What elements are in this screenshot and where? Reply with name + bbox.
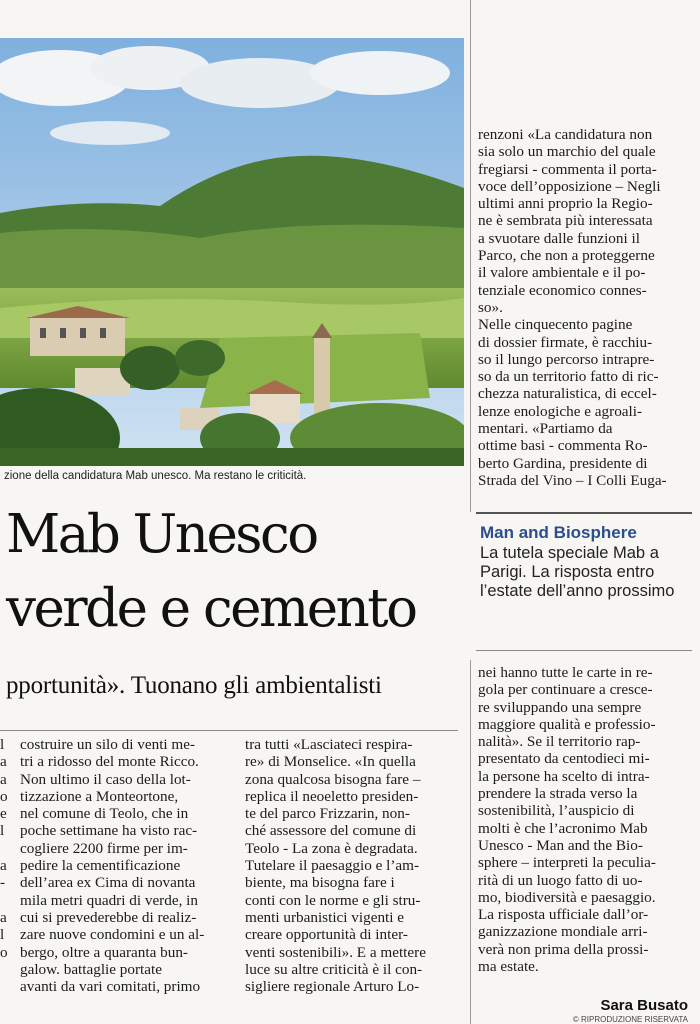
article-photo (0, 38, 464, 466)
text-line: Non ultimo il caso della lot- (20, 770, 191, 788)
text-line: berto Gardina, presidente di (478, 454, 648, 472)
article-column-4 (478, 664, 688, 975)
text-line: molti è che l’acronimo Mab (478, 819, 648, 837)
text-line: tizzazione a Monteortone, (20, 787, 179, 805)
text-line: a (0, 908, 7, 926)
column-fragment (0, 736, 18, 961)
text-line: Nelle cinquecento pagine (478, 316, 633, 334)
text-line: o (0, 787, 8, 805)
text-line: a svuotare dalle funzioni il (478, 229, 640, 247)
text-line: ganizzazione mondiale arri- (478, 923, 648, 941)
text-line: conti con le norme e gli stru- (245, 891, 421, 909)
column-divider (470, 0, 471, 512)
text-line: Strada del Vino – I Colli Euga- (478, 471, 667, 489)
column-divider-lower (470, 660, 471, 1024)
text-line: te del parco Frizzarin, non- (245, 805, 410, 823)
box-text: La tutela speciale Mab a Parigi. La risposta entro l’estate dell’anno prossimo (480, 544, 675, 600)
text-line: verà non prima della prossi- (478, 940, 649, 958)
text-line: ne è sembrata più interessata (478, 212, 653, 230)
article-column-2 (245, 736, 460, 995)
text-line: biente, ma bisogna fare i (245, 874, 395, 892)
text-line: sia solo un marchio del quale (478, 143, 656, 161)
box-top-rule (476, 512, 692, 514)
text-line: tenziale economico connes- (478, 281, 647, 299)
text-line: a (0, 857, 7, 875)
box-kicker: Man and Biosphere (480, 523, 637, 542)
text-line: avanti da vari comitati, primo (20, 978, 201, 996)
body-divider (0, 730, 458, 731)
text-line: prendere la strada verso la (478, 785, 638, 803)
text-line: venti sostenibili». E a mettere (245, 943, 426, 961)
text-line: di dossier firmate, è racchiu- (478, 333, 653, 351)
text-line: creare opportunità di inter- (245, 926, 408, 944)
author-byline: Sara Busato (600, 997, 688, 1014)
text-line: la persone ha scelto di intra- (478, 767, 650, 785)
text-line: mentari. «Partiamo da (478, 420, 613, 438)
text-line: bergo, oltre a quaranta bun- (20, 943, 188, 961)
text-line: ma estate. (478, 958, 539, 976)
photo-caption: zione della candidatura Mab unesco. Ma restano le criticità. (4, 470, 307, 482)
text-line: La risposta ufficiale dall’or- (478, 906, 649, 924)
headline-line-1: Mab Unesco (6, 504, 317, 565)
text-line: renzoni «La candidatura non (478, 126, 653, 143)
text-line: l (0, 926, 5, 944)
text-line: galow. battaglie portate (20, 960, 162, 978)
text-line: cogliere 2200 firme per im- (20, 839, 188, 857)
text-line: cui si prevederebbe di realiz- (20, 908, 197, 926)
text-line: o (0, 943, 8, 961)
text-line: zona qualcosa bisogna fare – (245, 770, 421, 788)
text-line: tra tutti «Lasciateci respira- (245, 736, 413, 753)
text-line: a (0, 770, 7, 788)
article-column-3 (478, 126, 688, 489)
text-line: tri a ridosso del monte Ricco. (20, 753, 199, 771)
text-line: sphere – interpreti la peculia- (478, 854, 656, 872)
text-line: nei hanno tutte le carte in re- (478, 664, 653, 681)
subheadline: pportunità». Tuonano gli ambientalisti (6, 672, 382, 699)
text-line: replica il neoeletto presiden- (245, 787, 419, 805)
text-line: ché assessore del comune di (245, 822, 417, 840)
text-line: nel comune di Teolo, che in (20, 805, 189, 823)
text-line: e (0, 805, 7, 823)
text-line: mo, biodiversità e paesaggio. (478, 888, 656, 906)
text-line: Parco, che non a proteggerne (478, 247, 655, 265)
text-line (0, 892, 18, 909)
text-line: pedire la cementificazione (20, 857, 181, 875)
text-line: Unesco - Man and the Bio- (478, 836, 643, 854)
text-line: presentato da centodieci mi- (478, 750, 650, 768)
text-line: voce dell’opposizione – Negli (478, 177, 661, 195)
text-line (0, 840, 18, 857)
text-line: re» di Monselice. «In quella (245, 753, 416, 771)
headline-line-2: verde e cemento (6, 578, 416, 639)
text-line: so da un territorio fatto di ric- (478, 368, 659, 386)
text-line: ultimi anni proprio la Regio- (478, 195, 653, 213)
landscape-image (0, 38, 464, 466)
text-line: a (0, 753, 7, 771)
text-line: re sviluppando una sempre (478, 698, 642, 716)
text-line: ottime basi - commenta Ro- (478, 437, 648, 455)
text-line: rità di un luogo fatto di uo- (478, 871, 643, 889)
text-line: menti urbanistici vigenti e (245, 908, 405, 926)
text-line: sigliere regionale Arturo Lo- (245, 978, 420, 996)
text-line: - (0, 874, 6, 892)
text-line: Teolo - La zona è degradata. (245, 839, 418, 857)
text-line: luce su altre criticità è il con- (245, 960, 423, 978)
text-line: chezza naturalistica, di eccel- (478, 385, 657, 403)
text-line: nalità». Se il territorio rap- (478, 733, 641, 751)
text-line: il valore ambientale e il po- (478, 264, 646, 282)
box-bottom-rule (476, 650, 692, 651)
text-line: costruire un silo di venti me- (20, 736, 196, 753)
text-line: poche settimane ha visto rac- (20, 822, 198, 840)
text-line: maggiore qualità e professio- (478, 715, 656, 733)
text-line: so il lungo percorso intrapre- (478, 350, 655, 368)
text-line: l (0, 822, 5, 840)
article-column-1 (20, 736, 235, 995)
text-line: sostenibilità, l’auspicio di (478, 802, 635, 820)
text-line: l (0, 736, 5, 753)
text-line: Tutelare il paesaggio e l’am- (245, 857, 420, 875)
text-line: lenze enologiche e agroali- (478, 402, 643, 420)
text-line: zare nuove condomini e un al- (20, 926, 205, 944)
text-line: dell’area ex Cima di novanta (20, 874, 196, 892)
text-line: fregiarsi - commenta il porta- (478, 160, 657, 178)
text-line: gola per continuare a cresce- (478, 681, 653, 699)
text-line: mila metri quadri di verde, in (20, 891, 198, 909)
reproduction-notice: © RIPRODUZIONE RISERVATA (572, 1015, 688, 1024)
text-line: so». (478, 298, 503, 316)
